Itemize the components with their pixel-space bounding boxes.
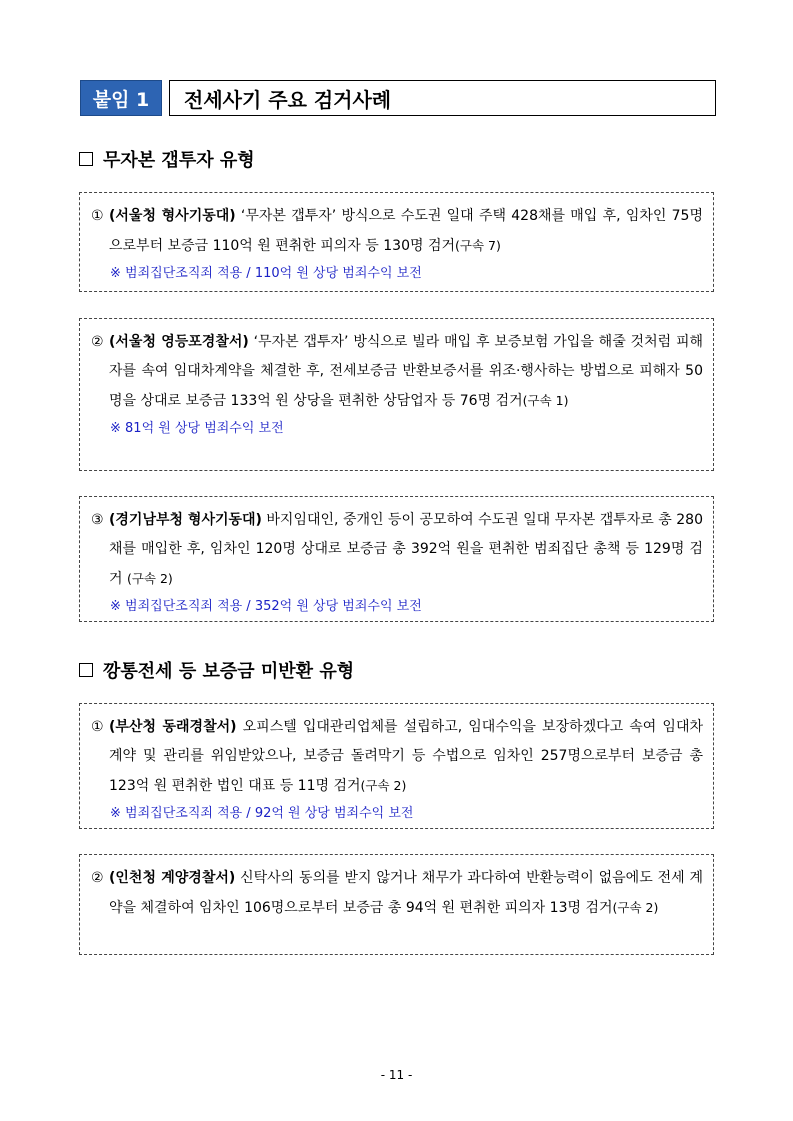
case-arrest: (구속 7) [455, 238, 501, 253]
section-heading [79, 657, 354, 683]
case-agency: (서울청 영등포경찰서) [109, 334, 249, 350]
case-card [79, 496, 714, 622]
case-number: ③ [91, 512, 104, 528]
case-arrest: (구속 2) [612, 900, 659, 915]
case-body: 바지임대인, 중개인 등이 공모하여 수도권 일대 무자본 갭투자로 총 280채를 매입한 후, 임차인 120명 상대로 보증금 총 392억 원을 편취한 범죄집단 총책 등 129명 검거 [109, 512, 703, 587]
case-card [79, 192, 714, 292]
case-body: 신탁사의 동의를 받지 않거나 채무가 과다하여 반환능력이 없음에도 전세 계약을 체결하여 임차인 106명으로부터 보증금 총 94억 원 편취한 피의자 13명 검거 [109, 870, 703, 916]
page-title: 전세사기 주요 검거사례 [169, 80, 716, 116]
case-body: ‘무자본 갭투자’ 방식으로 수도권 일대 주택 428채를 매입 후, 임차인 75명으로부터 보증금 110억 원 편취한 피의자 등 130명 검거 [109, 208, 703, 254]
case-agency: (부산청 동래경찰서) [109, 719, 237, 735]
case-card [79, 318, 714, 471]
case-note: ※ 81억 원 상당 범죄수익 보전 [110, 421, 284, 436]
case-agency: (서울청 형사기동대) [109, 208, 236, 224]
case-arrest: (구속 2) [126, 571, 173, 586]
case-arrest: (구속 1) [522, 393, 569, 408]
case-body: 오피스텔 입대관리업체를 설립하고, 임대수익을 보장하겠다고 속여 임대차계약 및 관리를 위임받았으나, 보증금 돌려막기 등 수법으로 임차인 257명으로부터 보증금 총 123억 원 편취한 법인 대표 등 11명 검거 [109, 719, 703, 794]
checkbox-icon [79, 152, 93, 166]
case-text [109, 506, 703, 594]
section-title: 깡통전세 등 보증금 미반환 유형 [103, 661, 355, 682]
case-number: ① [91, 208, 104, 224]
checkbox-icon [79, 663, 93, 677]
header [80, 80, 716, 116]
attachment-badge: 붙임 1 [80, 80, 162, 116]
case-text [109, 713, 703, 801]
case-body: ‘무자본 갭투자’ 방식으로 빌라 매입 후 보증보험 가입을 해줄 것처럼 피해자를 속여 임대차계약을 체결한 후, 전세보증금 반환보증서를 위조·행사하는 방법으로 피해자 50명을 상대로 보증금 133억 원 상당을 편취한 상담업자 등 76명 검거 [109, 334, 704, 409]
section-title: 무자본 갭투자 유형 [103, 150, 255, 171]
case-card [79, 854, 714, 955]
case-agency: (인천청 계양경찰서) [109, 870, 236, 886]
section-heading [79, 146, 255, 172]
case-text [109, 202, 703, 261]
case-text [109, 328, 703, 416]
case-note: ※ 범죄집단조직죄 적용 / 92억 원 상당 범죄수익 보전 [110, 806, 414, 821]
case-text [109, 864, 703, 923]
case-arrest: (구속 2) [360, 778, 407, 793]
case-note: ※ 범죄집단조직죄 적용 / 110억 원 상당 범죄수익 보전 [110, 266, 422, 281]
page-number: - 11 - [380, 1068, 413, 1082]
case-card [79, 703, 714, 829]
case-number: ② [91, 870, 104, 886]
case-agency: (경기남부청 형사기동대) [109, 512, 262, 528]
case-number: ② [91, 334, 104, 350]
case-note: ※ 범죄집단조직죄 적용 / 352억 원 상당 범죄수익 보전 [110, 599, 422, 614]
case-number: ① [91, 719, 104, 735]
